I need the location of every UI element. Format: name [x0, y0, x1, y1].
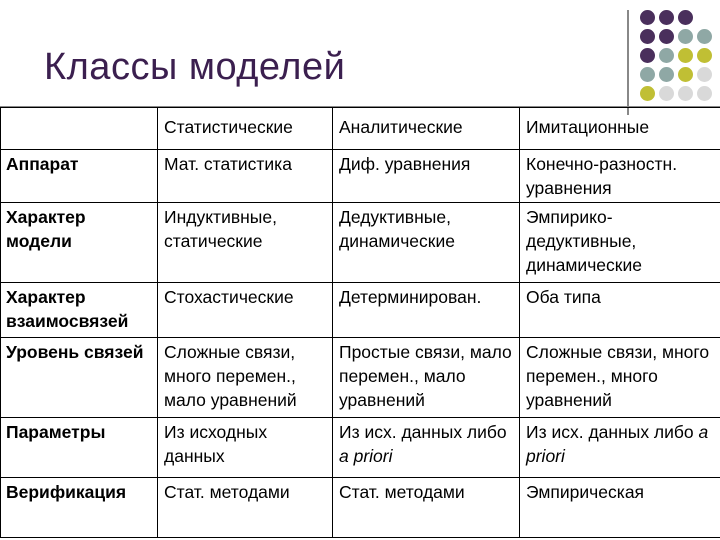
cell: Простые связи, мало перемен., мало уравнений — [333, 338, 520, 418]
cell: Детерминирован. — [333, 283, 520, 338]
decor-dot — [659, 86, 674, 101]
cell: Сложные связи, много перемен., много уравнений — [520, 338, 720, 418]
decor-dot — [697, 67, 712, 82]
table-row — [1, 203, 720, 283]
cell: Сложные связи, много перемен., мало уравнений — [158, 338, 333, 418]
decor-vertical-line — [627, 10, 629, 115]
decor-dot — [659, 10, 674, 25]
header-empty — [1, 108, 158, 150]
table-row — [1, 478, 720, 538]
row-label-verification: Верификация — [1, 478, 158, 538]
decor-dot — [678, 10, 693, 25]
decor-dot — [678, 86, 693, 101]
cell: Из исходных данных — [158, 418, 333, 478]
cell: Эмпирическая — [520, 478, 720, 538]
row-label-model-character: Характер модели — [1, 203, 158, 283]
cell: Диф. уравнения — [333, 150, 520, 203]
cell: Стохастические — [158, 283, 333, 338]
cell: Эмпирико-дедуктивные, динамические — [520, 203, 720, 283]
header-analytical: Аналитические — [333, 108, 520, 150]
decor-dot — [659, 67, 674, 82]
table-row — [1, 283, 720, 338]
cell: Индуктивные, статические — [158, 203, 333, 283]
decor-dot — [659, 48, 674, 63]
row-label-relations-level: Уровень связей — [1, 338, 158, 418]
page-title: Классы моделей — [44, 46, 346, 88]
table-header-row — [1, 108, 720, 150]
cell-text: Из исх. данных либо — [526, 422, 694, 442]
row-label-apparatus: Аппарат — [1, 150, 158, 203]
decor-dot — [678, 29, 693, 44]
decor-dot — [640, 67, 655, 82]
cell-text: Из исх. данных либо — [339, 422, 507, 442]
table-row — [1, 338, 720, 418]
header-simulation: Имитационные — [520, 108, 720, 150]
cell: Мат. статистика — [158, 150, 333, 203]
row-label-parameters: Параметры — [1, 418, 158, 478]
cell: Стат. методами — [158, 478, 333, 538]
cell: Конечно-разностн. уравнения — [520, 150, 720, 203]
decor-dot — [697, 48, 712, 63]
models-table — [0, 107, 720, 538]
decor-dot — [697, 29, 712, 44]
decor-dot — [640, 10, 655, 25]
decor-dot — [640, 86, 655, 101]
decor-dot — [678, 48, 693, 63]
cell: Стат. методами — [333, 478, 520, 538]
cell-italic-text: a priori — [339, 446, 393, 466]
table-row — [1, 418, 720, 478]
row-label-relations-character: Характер взаимосвязей — [1, 283, 158, 338]
cell: Дедуктивные, динамические — [333, 203, 520, 283]
cell — [333, 418, 520, 478]
decor-dot — [659, 29, 674, 44]
decor-dot — [697, 86, 712, 101]
decor-dot — [640, 48, 655, 63]
decor-dot — [640, 29, 655, 44]
cell: Оба типа — [520, 283, 720, 338]
cell — [520, 418, 720, 478]
table-row — [1, 150, 720, 203]
cell-italic-text: a priori — [526, 422, 709, 466]
decor-dot — [678, 67, 693, 82]
header-statistical: Статистические — [158, 108, 333, 150]
